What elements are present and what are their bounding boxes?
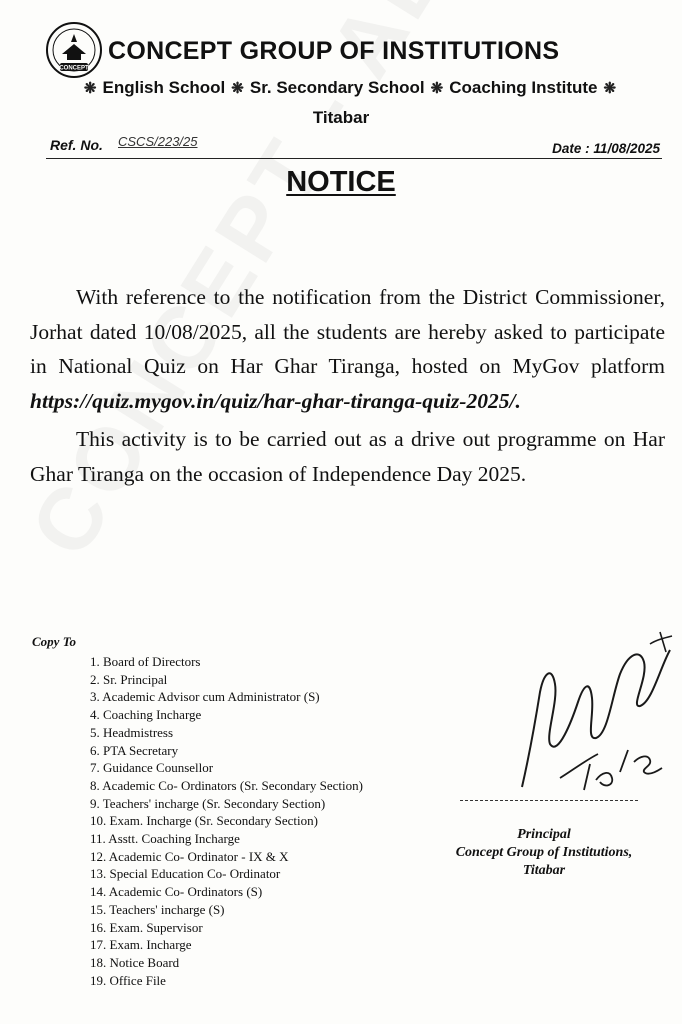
copy-to-item: 15. Teachers' incharge (S) — [90, 901, 225, 917]
institution-name: CONCEPT GROUP OF INSTITUTIONS — [108, 37, 560, 65]
principal-signature — [500, 622, 682, 800]
asterism-icon: ❋ — [430, 80, 444, 97]
logo-text: CONCEPT — [59, 65, 89, 72]
notice-body — [30, 280, 665, 491]
copy-to-item: 12. Academic Co- Ordinator - IX & X — [90, 848, 289, 864]
copy-to-item: 7. Guidance Counsellor — [90, 760, 214, 776]
notice-date: Date : 11/08/2025 — [552, 141, 660, 156]
asterism-icon: ❋ — [603, 80, 617, 97]
copy-to-label: Copy To — [32, 634, 76, 649]
copy-to-item: 6. PTA Secretary — [90, 742, 179, 758]
copy-to-list — [90, 653, 363, 989]
signatory-organization: Concept Group of Institutions, — [455, 845, 633, 860]
asterism-icon: ❋ — [231, 80, 244, 97]
copy-to-item: 19. Office File — [90, 972, 166, 988]
copy-to-item: 3. Academic Advisor cum Administrator (S) — [90, 689, 320, 705]
notice-paragraph-2: This activity is to be carried out as a drive out programme on Har Ghar Tiranga on the occasion of Independence Day 2025. — [30, 427, 665, 486]
copy-to-item: 9. Teachers' incharge (Sr. Secondary Section) — [90, 795, 326, 811]
copy-to-item: 10. Exam. Incharge (Sr. Secondary Section) — [90, 813, 318, 829]
wing-sr-secondary-school: Sr. Secondary School — [249, 78, 425, 97]
copy-to-item: 16. Exam. Supervisor — [90, 919, 203, 935]
notice-title: NOTICE — [286, 166, 396, 198]
institution-logo — [44, 20, 104, 80]
signatory-title: Principal — [517, 827, 571, 842]
copy-to-item: 1. Board of Directors — [90, 654, 201, 669]
quiz-link[interactable]: https://quiz.mygov.in/quiz/har-ghar-tiranga-quiz-2025/. — [30, 388, 521, 413]
signatory-place: Titabar — [522, 863, 566, 878]
copy-to-item: 18. Notice Board — [90, 954, 180, 970]
signature-line — [460, 800, 638, 801]
wing-english-school: English School — [102, 78, 226, 97]
copy-to-item: 13. Special Education Co- Ordinator — [90, 866, 281, 882]
copy-to-item: 5. Headmistress — [90, 724, 174, 740]
institution-wings — [40, 78, 660, 98]
ref-label: Ref. No. — [50, 137, 103, 153]
copy-to-item: 8. Academic Co- Ordinators (Sr. Secondary Section) — [90, 777, 363, 793]
notice-paragraph-1: With reference to the notification from the District Commissioner, Jorhat dated 10/08/2025, all the students are hereby asked to participate in National Quiz on Har Ghar Tiranga, hosted on MyGov platform https://quiz.mygov.in/quiz/har-ghar-tiranga-quiz-2025/. — [30, 285, 665, 413]
header-divider — [46, 158, 662, 159]
ref-number: CSCS/223/25 — [118, 134, 198, 149]
wing-coaching-institute: Coaching Institute — [449, 78, 598, 97]
copy-to-item: 4. Coaching Incharge — [90, 707, 202, 723]
copy-to-item: 2. Sr. Principal — [90, 671, 168, 687]
signatory-block — [434, 826, 654, 880]
copy-to-item: 11. Asstt. Coaching Incharge — [90, 831, 240, 847]
copy-to-item: 14. Academic Co- Ordinators (S) — [90, 884, 263, 900]
copy-to-item: 17. Exam. Incharge — [90, 937, 192, 953]
asterism-icon: ❋ — [83, 80, 97, 97]
locality: Titabar — [312, 108, 370, 127]
